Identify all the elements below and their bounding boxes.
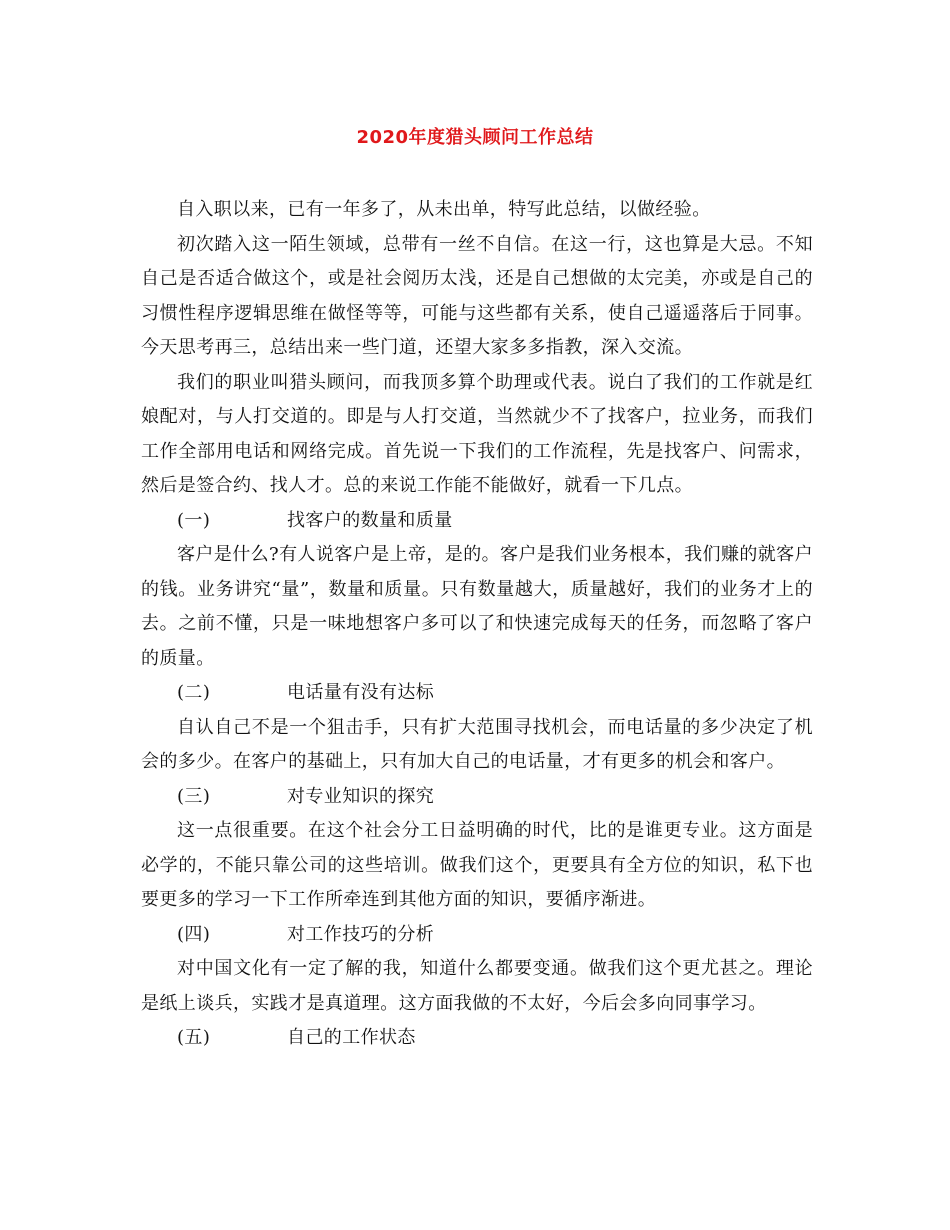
document-title: 2020年度猎头顾问工作总结 <box>356 127 594 148</box>
section-heading <box>141 676 813 711</box>
paragraph: 自入职以来，已有一年多了，从未出单，特写此总结，以做经验。 <box>177 199 711 220</box>
paragraph: 自认自己不是一个狙击手，只有扩大范围寻找机会，而电话量的多少决定了机会的多少。在客户的基础上，只有加大自己的电话量，才有更多的机会和客户。 <box>141 716 813 772</box>
paragraph: 对中国文化有一定了解的我，知道什么都要变通。做我们这个更尤甚之。理论是纸上谈兵，实践才是真道理。这方面我做的不太好，今后会多向同事学习。 <box>141 958 813 1014</box>
section-number: (二) <box>177 682 211 703</box>
section-title: 找客户的数量和质量 <box>287 509 453 531</box>
section-number: (五) <box>177 1027 211 1048</box>
section-heading <box>141 1021 813 1056</box>
paragraph: 我们的职业叫猎头顾问，而我顶多算个助理或代表。说白了我们的工作就是红娘配对，与人打交道的。即是与人打交道，当然就少不了找客户，拉业务，而我们工作全部用电话和网络完成。首先说一下我们的工作流程，先是找客户、问需求，然后是签合约、找人才。总的来说工作能不能做好，就看一下几点。 <box>141 371 813 496</box>
paragraph: 这一点很重要。在这个社会分工日益明确的时代，比的是谁更专业。这方面是必学的，不能只靠公司的这些培训。做我们这个，更要具有全方位的知识，私下也要更多的学习一下工作所牵连到其他方面的知识，要循序渐进。 <box>141 820 813 910</box>
section-number: (一) <box>177 509 211 531</box>
document-body <box>141 193 813 1056</box>
paragraph: 客户是什么?有人说客户是上帝，是的。客户是我们业务根本，我们赚的就客户的钱。业务讲究“量”，数量和质量。只有数量越大，质量越好，我们的业务才上的去。之前不懂，只是一味地想客户多可以了和快速完成每天的任务，而忽略了客户的质量。 <box>141 544 813 669</box>
section-title: 对专业知识的探究 <box>287 785 435 807</box>
section-number: (四) <box>177 923 211 945</box>
section-heading <box>141 504 813 539</box>
section-title: 自己的工作状态 <box>287 1027 416 1048</box>
section-heading <box>141 918 813 953</box>
section-title: 对工作技巧的分析 <box>287 923 435 945</box>
paragraph: 初次踏入这一陌生领域，总带有一丝不自信。在这一行，这也算是大忌。不知自己是否适合做这个，或是社会阅历太浅，还是自己想做的太完美，亦或是自己的习惯性程序逻辑思维在做怪等等，可能与这些都有关系，使自己遥遥落后于同事。今天思考再三，总结出来一些门道，还望大家多多指教，深入交流。 <box>141 233 813 358</box>
section-number: (三) <box>177 785 211 807</box>
section-heading <box>141 780 813 815</box>
section-title: 电话量有没有达标 <box>287 682 435 703</box>
